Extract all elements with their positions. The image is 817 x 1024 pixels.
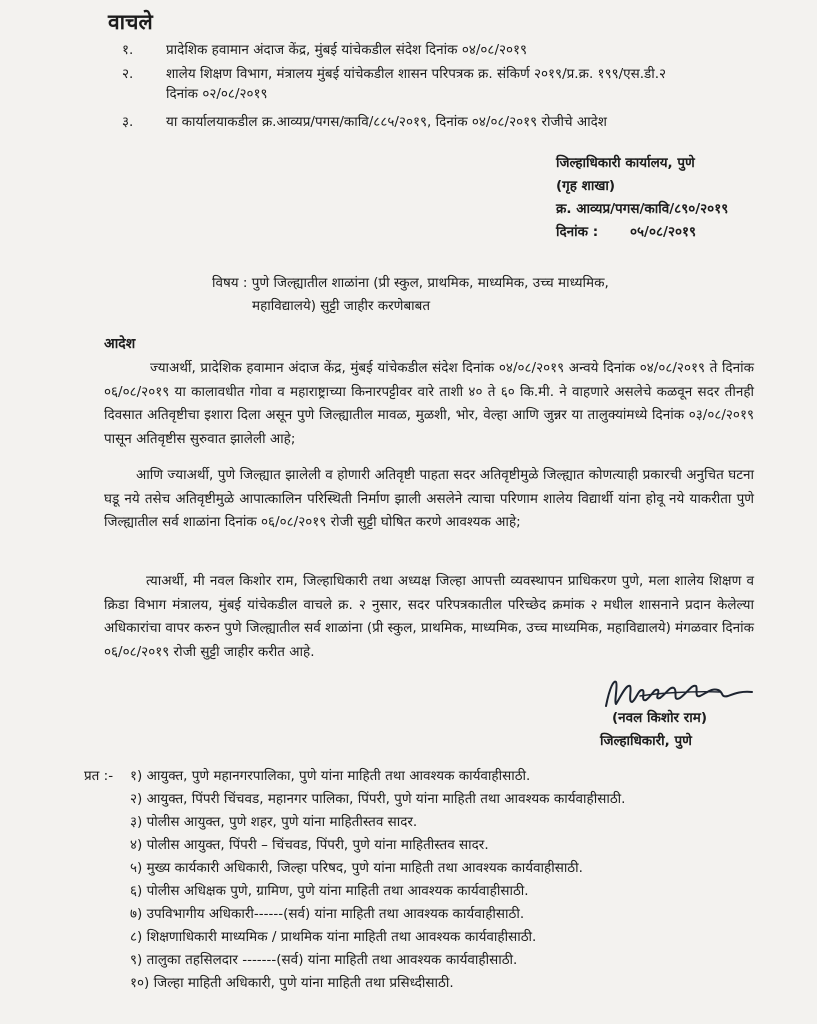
copy-item: २) आयुक्त, पिंपरी चिंचवड, महानगर पालिका, पिंपरी, पुणे यांना माहिती तथा आवश्यक कार्यवाहीसाठी. [130,791,626,807]
office-ref-number: क्र. आव्यप्र/पगस/कावि/८९०/२०१९ [556,201,729,217]
signature-icon [600,676,760,712]
order-paragraph-1: ज्याअर्थी, प्रादेशिक हवामान अंदाज केंद्र, मुंबई यांचेकडील संदेश दिनांक ०४/०८/२०१९ अन्वये दिनांक ०४/०८/२०१९ ते दिनांक ०६/०८/२०१९ या कालावधीत गोवा व महाराष्ट्राच्या किनारपट्टीवर वारे ताशी ४० ते ६० कि.मी. ने वाहणारे असलेचे कळवून सदर तीनही दिवसात अतिवृष्टीचा इशारा दिला असून पुणे जिल्ह्यातील मावळ, मुळशी, भोर, वेल्हा आणि जुन्नर या तालुक्यांमध्ये दिनांक ०३/०८/२०१९ पासून अतिवृष्टीस सुरुवात झालेली आहे; [104,360,754,447]
subject-line-1: विषय : पुणे जिल्ह्यातील शाळांना (प्री स्कुल, प्राथमिक, माध्यमिक, उच्च माध्यमिक, [212,275,609,291]
copy-item: ५) मुख्य कार्यकारी अधिकारी, जिल्हा परिषद, पुणे यांना माहिती तथा आवश्यक कार्यवाहीसाठी. [130,860,583,876]
reference-text: शालेय शिक्षण विभाग, मंत्रालय मुंबई यांचेकडील शासन परिपत्रक क्र. संकिर्ण २०१९/प्र.क्र. १९९/एस.डी.२ [166,66,667,82]
copy-item: ९) तालुका तहसिलदार -------(सर्व) यांना माहिती तथा आवश्यक कार्यवाहीसाठी. [130,952,518,968]
reference-number: ३. [122,114,134,130]
copy-item: १) आयुक्त, पुणे महानगरपालिका, पुणे यांना माहिती तथा आवश्यक कार्यवाहीसाठी. [130,768,531,784]
reference-number: २. [122,66,134,82]
copy-item: ३) पोलीस आयुक्त, पुणे शहर, पुणे यांना माहितीस्तव सादर. [130,814,418,830]
copy-item: ८) शिक्षणाधिकारी माध्यमिक / प्राथमिक यांना माहिती तथा आवश्यक कार्यवाहीसाठी. [130,929,537,945]
subject-line-2: महाविद्यालये) सुट्टी जाहीर करणेबाबत [252,298,431,314]
order-paragraph-3: त्याअर्थी, मी नवल किशोर राम, जिल्हाधिकारी तथा अध्यक्ष जिल्हा आपत्ती व्यवस्थापन प्राधिकरण पुणे, मला शालेय शिक्षण व क्रिडा विभाग मंत्रालय, मुंबई यांचेकडील वाचले क्र. २ नुसार, सदर परिपत्रकातील परिच्छेद क्रमांक २ मधील शासनाने प्रदान केलेल्या अधिकारांचा वापर करुन पुणे जिल्ह्यातील सर्व शाळांना (प्री स्कुल, प्राथमिक, माध्यमिक, उच्च माध्यमिक, महाविद्यालये) मंगळवार दिनांक ०६/०८/२०१९ रोजी सुट्टी जाहीर करीत आहे. [104,573,754,660]
order-heading: आदेश [104,336,136,352]
copy-item: ७) उपविभागीय अधिकारी------(सर्व) यांना माहिती तथा आवश्यक कार्यवाहीसाठी. [130,906,525,922]
read-heading: वाचले [108,10,153,34]
office-date [556,221,696,243]
reference-2-date: दिनांक ०२/०८/२०१९ [166,86,268,102]
signatory-name: (नवल किशोर राम) [612,710,708,726]
signatory-title: जिल्हाधिकारी, पुणे [600,733,692,749]
office-name: जिल्हाधिकारी कार्यालय, पुणे [556,155,695,171]
date-value: ०५/०८/२०१९ [630,224,697,240]
reference-2 [122,64,666,84]
office-branch: (गृह शाखा) [556,178,616,194]
date-label: दिनांक : [556,224,599,240]
reference-3 [122,112,607,132]
copy-item: १०) जिल्हा माहिती अधिकारी, पुणे यांना माहिती तथा प्रसिध्दीसाठी. [130,975,454,991]
signature-image [600,676,760,712]
copies-label: प्रत :- [84,768,114,784]
order-paragraph-2: आणि ज्याअर्थी, पुणे जिल्ह्यात झालेली व होणारी अतिवृष्टी पाहता सदर अतिवृष्टीमुळे जिल्ह्यात कोणत्याही प्रकारची अनुचित घटना घडू नये तसेच अतिवृष्टीमुळे आपात्कालिन परिस्थिती निर्माण झाली असलेने त्याचा परिणाम शालेय विद्यार्थी यांना होवू नये याकरीता पुणे जिल्ह्यातील सर्व शाळांना दिनांक ०६/०८/२०१९ रोजी सुट्टी घोषित करणे आवश्यक आहे; [104,467,754,530]
reference-text: प्रादेशिक हवामान अंदाज केंद्र, मुंबई यांचेकडील संदेश दिनांक ०४/०८/२०१९ [166,42,528,58]
reference-number: १. [122,42,134,58]
reference-1 [122,40,527,60]
copy-item: ६) पोलीस अधिक्षक पुणे, ग्रामिण, पुणे यांना माहिती तथा आवश्यक कार्यवाहीसाठी. [130,883,529,899]
reference-text: या कार्यालयाकडील क्र.आव्यप्र/पगस/कावि/८८५/२०१९, दिनांक ०४/०८/२०१९ रोजीचे आदेश [166,114,607,130]
copy-item: ४) पोलीस आयुक्त, पिंपरी – चिंचवड, पिंपरी, पुणे यांना माहितीस्तव सादर. [130,837,489,853]
